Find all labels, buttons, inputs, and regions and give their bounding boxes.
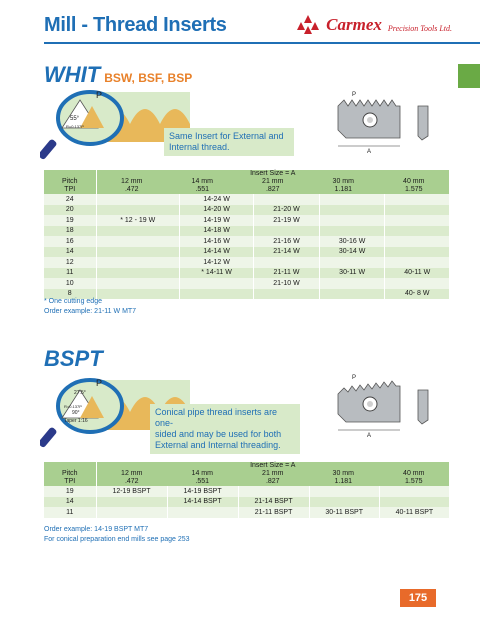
brand-name: Carmex (326, 15, 382, 34)
whit-part-cell (319, 205, 385, 216)
bspt-angle-label: 27.5° (74, 390, 86, 396)
whit-part-cell: * 12 - 19 W (96, 215, 179, 226)
whit-table-body (44, 194, 450, 299)
whit-part-cell: 40- 8 W (385, 289, 450, 300)
whit-size-col: 30 mm 1.181 (332, 178, 354, 193)
whit-tpi-cell: 20 (44, 205, 96, 216)
bspt-size-col: 21 mm .827 (262, 470, 284, 485)
bspt-dim-a-label: A (367, 433, 372, 438)
bspt-size-columns (97, 470, 450, 486)
bspt-part-cell (96, 507, 167, 518)
bspt-part-cell: 14-14 BSPT (167, 497, 238, 508)
carmex-logo-icon (294, 14, 322, 36)
bspt-size-col: 14 mm .551 (191, 470, 213, 485)
whit-part-cell (319, 278, 385, 289)
whit-part-cell (96, 278, 179, 289)
whit-note-1: * One cutting edge (44, 298, 102, 305)
whit-part-cell (385, 205, 450, 216)
bspt-part-cell (379, 486, 449, 497)
bspt-part-cell: 40-11 BSPT (379, 507, 449, 518)
whit-table-header (44, 170, 450, 194)
bspt-table-header (44, 462, 450, 486)
bspt-pitch-label: Pitch (61, 470, 78, 477)
whit-tpi-cell: 10 (44, 278, 96, 289)
bspt-callout-line-3: External and Internal threading. (155, 440, 281, 450)
whit-table-row (44, 215, 450, 226)
bspt-dim-p-label: P (352, 375, 357, 381)
whit-part-cell: 40-11 W (385, 268, 450, 279)
whit-table-row (44, 236, 450, 247)
bspt-part-cell (309, 497, 379, 508)
whit-table-row (44, 247, 450, 258)
whit-part-cell (319, 226, 385, 237)
whit-tpi-cell: 19 (44, 215, 96, 226)
whit-part-cell: 30-11 W (319, 268, 385, 279)
bspt-taper-label: Taper 1:16 (64, 418, 88, 424)
section-side-tab (458, 64, 480, 88)
whit-part-cell: 30-16 W (319, 236, 385, 247)
whit-title: WHIT (44, 62, 101, 87)
bspt-table-row (44, 486, 450, 497)
whit-part-cell: 14-19 W (179, 215, 253, 226)
brand-subtitle: Precision Tools Ltd. (387, 23, 452, 33)
whit-table-row (44, 289, 450, 300)
whit-part-cell (96, 236, 179, 247)
whit-part-cell: 14-18 W (179, 226, 253, 237)
bspt-part-cell (309, 486, 379, 497)
whit-size-header (96, 170, 450, 194)
whit-angle-label: 55° (70, 116, 80, 122)
bspt-note-1: Order example: 14-19 BSPT MT7 (44, 526, 149, 533)
whit-table-row (44, 194, 450, 205)
bspt-part-cell: 21-11 BSPT (238, 507, 309, 518)
header-divider (44, 42, 480, 44)
bspt-callout-line-2: sided and may be used for both (155, 429, 282, 439)
whit-part-cell (254, 257, 320, 268)
whit-part-cell: 14-16 W (179, 236, 253, 247)
whit-r-label: R=0.137P (66, 124, 84, 129)
whit-part-cell: 21-11 W (254, 268, 320, 279)
whit-dim-p-label: P (352, 92, 357, 98)
whit-dim-a-label: A (367, 149, 372, 154)
whit-part-cell (96, 247, 179, 258)
whit-part-cell (96, 194, 179, 205)
bspt-size-col: 40 mm 1.575 (403, 470, 425, 485)
whit-part-cell (319, 257, 385, 268)
bspt-part-cell: 21-14 BSPT (238, 497, 309, 508)
bspt-part-cell (238, 486, 309, 497)
whit-tpi-cell: 14 (44, 247, 96, 258)
whit-part-cell (179, 289, 253, 300)
bspt-table-row (44, 497, 450, 508)
whit-size-col: 21 mm .827 (262, 178, 284, 193)
whit-part-cell (385, 257, 450, 268)
whit-part-cell: 30-14 W (319, 247, 385, 258)
bspt-insert-drawing (330, 372, 440, 438)
bspt-section-title: BSPT (44, 346, 103, 371)
whit-table-row (44, 268, 450, 279)
whit-part-cell (254, 194, 320, 205)
whit-size-columns (97, 178, 450, 194)
whit-part-cell (319, 289, 385, 300)
whit-subtitle: BSW, BSF, BSP (104, 71, 193, 85)
bspt-callout-line-1: Conical pipe thread inserts are one- (155, 407, 278, 428)
whit-part-cell (179, 278, 253, 289)
bspt-part-cell (379, 497, 449, 508)
bspt-p-label: P (96, 378, 103, 388)
whit-part-cell: 14-14 W (179, 247, 253, 258)
page-number: 175 (400, 589, 436, 607)
page-title: Mill - Thread Inserts (44, 14, 227, 36)
whit-part-cell: 21-19 W (254, 215, 320, 226)
whit-tpi-cell: 16 (44, 236, 96, 247)
bspt-size-col: 12 mm .472 (121, 470, 143, 485)
bspt-tpi-label: TPI (64, 478, 76, 485)
whit-part-cell (319, 194, 385, 205)
whit-part-cell (96, 289, 179, 300)
whit-insert-size-label: Insert Size = A (250, 170, 296, 177)
whit-tpi-cell: 18 (44, 226, 96, 237)
bspt-size-header (96, 462, 450, 486)
whit-tpi-cell: 12 (44, 257, 96, 268)
bspt-pitch-header (44, 462, 96, 486)
bspt-part-cell: 30-11 BSPT (309, 507, 379, 518)
whit-table (44, 170, 450, 299)
whit-part-cell (385, 278, 450, 289)
bspt-part-cell: 14-19 BSPT (167, 486, 238, 497)
whit-size-col: 12 mm .472 (121, 178, 143, 193)
whit-part-cell (385, 236, 450, 247)
whit-table-row (44, 278, 450, 289)
whit-part-cell: 14-12 W (179, 257, 253, 268)
whit-tpi-label: TPI (64, 186, 76, 193)
bspt-tpi-cell: 14 (44, 497, 96, 508)
whit-p-label: P (96, 90, 103, 100)
whit-part-cell (254, 226, 320, 237)
whit-part-cell: 14-24 W (179, 194, 253, 205)
whit-part-cell (96, 268, 179, 279)
whit-part-cell (96, 257, 179, 268)
whit-insert-drawing (330, 88, 440, 154)
whit-part-cell: 21-16 W (254, 236, 320, 247)
bspt-90-label: 90° (72, 410, 80, 416)
whit-part-cell (254, 289, 320, 300)
whit-pitch-header (44, 170, 96, 194)
whit-tpi-cell: 24 (44, 194, 96, 205)
whit-part-cell: 21-20 W (254, 205, 320, 216)
bspt-table-body (44, 486, 450, 518)
whit-pitch-label: Pitch (61, 178, 78, 185)
bspt-part-cell (167, 507, 238, 518)
whit-part-cell (319, 215, 385, 226)
bspt-callout (150, 404, 300, 454)
bspt-r-label: R=0.137P (64, 404, 82, 409)
whit-callout-line-1: Same Insert for External and (169, 131, 284, 141)
bspt-size-col: 30 mm 1.181 (332, 470, 354, 485)
whit-callout (164, 128, 294, 156)
brand-logo-group (294, 14, 452, 36)
bspt-part-cell (96, 497, 167, 508)
whit-size-col: 14 mm .551 (191, 178, 213, 193)
whit-tpi-cell: 8 (44, 289, 96, 300)
whit-part-cell: 14-20 W (179, 205, 253, 216)
whit-part-cell: 21-14 W (254, 247, 320, 258)
bspt-insert-size-label: Insert Size = A (250, 462, 296, 469)
bspt-tpi-cell: 19 (44, 486, 96, 497)
whit-part-cell: 21-10 W (254, 278, 320, 289)
whit-note-2: Order example: 21-11 W MT7 (44, 308, 137, 315)
whit-part-cell (385, 215, 450, 226)
whit-size-col: 40 mm 1.575 (403, 178, 425, 193)
whit-table-row (44, 257, 450, 268)
bspt-part-cell: 12-19 BSPT (96, 486, 167, 497)
whit-callout-line-2: Internal thread. (169, 142, 230, 152)
whit-part-cell (385, 226, 450, 237)
whit-table-row (44, 226, 450, 237)
whit-tpi-cell: 11 (44, 268, 96, 279)
bspt-table (44, 462, 450, 518)
whit-part-cell (96, 205, 179, 216)
whit-part-cell: * 14-11 W (179, 268, 253, 279)
bspt-note-2: For conical preparation end mills see page 253 (44, 536, 190, 543)
whit-table-row (44, 205, 450, 216)
whit-part-cell (385, 247, 450, 258)
whit-part-cell (96, 226, 179, 237)
whit-part-cell (385, 194, 450, 205)
bspt-tpi-cell: 11 (44, 507, 96, 518)
bspt-table-row (44, 507, 450, 518)
